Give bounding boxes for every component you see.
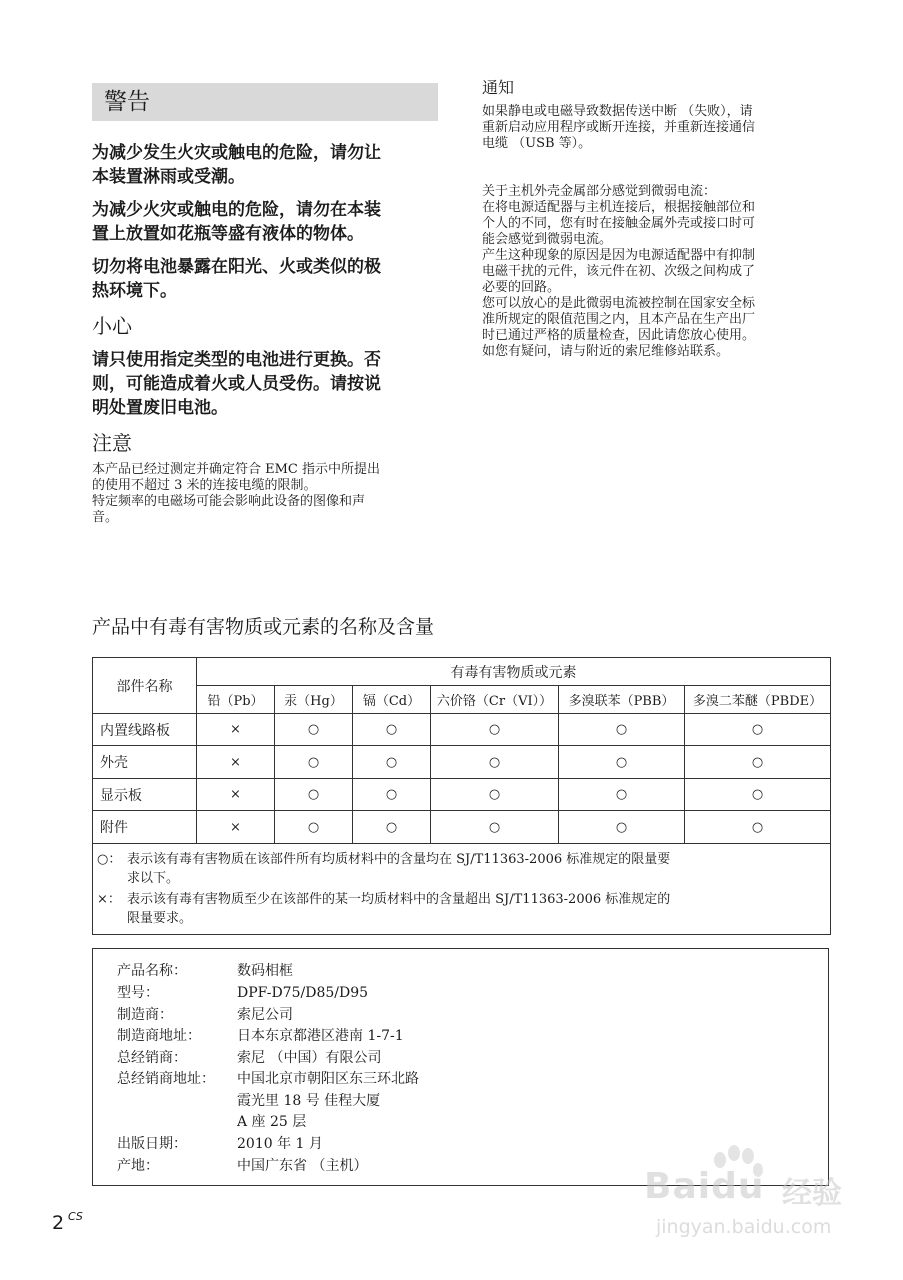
info-label: 制造商： (117, 1007, 173, 1023)
info-value: 2010 年 1 月 (237, 1136, 323, 1152)
text-line: 关于主机外壳金属部分感觉到微弱电流： (482, 184, 717, 199)
table-cell: ○ (353, 714, 431, 746)
table-cell: ○ (431, 811, 559, 844)
warning-paragraph-3 (92, 255, 437, 303)
table-row (93, 811, 831, 844)
info-label: 产地： (117, 1158, 159, 1174)
table-cell: ○ (275, 746, 353, 779)
column-header: 多溴联苯（PBB） (559, 686, 685, 714)
table-cell: ○ (275, 811, 353, 844)
column-header: 镉（Cd） (353, 686, 431, 714)
info-row-distributor (117, 1047, 381, 1069)
warning-paragraph-2 (92, 198, 437, 246)
warning-title: 警告 (104, 89, 150, 115)
table-row (93, 779, 831, 811)
tongzhi-title: 通知 (482, 78, 515, 97)
row-part-name: 附件 (93, 811, 197, 844)
text-line: 则，可能造成着火或人员受伤。请按说 (92, 374, 381, 394)
table-cell: ○ (559, 779, 685, 811)
static-notice-paragraph (482, 104, 827, 152)
table-cell: ○ (275, 714, 353, 746)
info-row-origin (117, 1155, 367, 1177)
table-cell: ○ (685, 811, 831, 844)
legend-circle-text (127, 850, 826, 888)
text-line: 特定频率的电磁场可能会影响此设备的图像和声 (92, 494, 366, 509)
baidu-watermark (636, 1138, 876, 1248)
table-cell: ○ (685, 779, 831, 811)
watermark-brand: Baidu (644, 1166, 765, 1207)
text-line: 如您有疑问，请与附近的索尼维修站联系。 (482, 344, 730, 359)
info-row-publish-date (117, 1133, 323, 1155)
hazard-table-title: 产品中有毒有害物质或元素的名称及含量 (92, 616, 435, 638)
text-line: 个人的不同，您有时在接触金属外壳或接口时可 (482, 216, 756, 231)
table-row (93, 714, 831, 746)
text-line: 热环境下。 (92, 281, 177, 301)
info-row-distributor-address-3 (117, 1111, 306, 1133)
text-line: 电磁干扰的元件，该元件在初、次级之间构成了 (482, 264, 756, 279)
text-line: 必要的回路。 (482, 280, 561, 295)
table-cell: ○ (353, 779, 431, 811)
text-line: 置上放置如花瓶等盛有液体的物体。 (92, 224, 364, 244)
text-line: 产生这种现象的原因是因为电源适配器中有抑制 (482, 248, 756, 263)
text-line: 本产品已经过测定并确定符合 EMC 指示中所提出 (92, 462, 381, 477)
table-cell: ○ (353, 746, 431, 779)
info-value: 中国北京市朝阳区东三环北路 (237, 1071, 419, 1087)
text-line: 请只使用指定类型的电池进行更换。否 (92, 350, 381, 370)
text-line: 时已通过严格的质量检查，因此请您放心使用。 (482, 328, 756, 343)
circle-symbol: ○： (97, 852, 122, 867)
legend-cross-text (127, 890, 826, 928)
table-cell: ○ (431, 779, 559, 811)
column-header: 六价铬（Cr（VI）） (431, 686, 559, 714)
cross-symbol: ×： (97, 892, 121, 907)
info-row-maker (117, 1004, 293, 1026)
hazard-substance-table (92, 657, 831, 935)
info-row-distributor-address (117, 1068, 419, 1090)
text-line: 重新启动应用程序或断开连接，并重新连接通信 (482, 120, 756, 135)
info-value: DPF-D75/D85/D95 (237, 985, 369, 1001)
table-cell: × (197, 746, 275, 779)
table-cell: ○ (353, 811, 431, 844)
info-value: 中国广东省 （主机） (237, 1158, 368, 1174)
info-value: 数码相框 (237, 963, 293, 979)
text-line: 明处置废旧电池。 (92, 398, 228, 418)
text-line: 音。 (92, 510, 119, 525)
table-cell: × (197, 811, 275, 844)
row-part-name: 内置线路板 (93, 714, 197, 746)
text-line: 电缆 （USB 等）。 (482, 136, 592, 151)
watermark-url: jingyan.baidu.com (656, 1216, 832, 1238)
text-line: 的使用不超过 3 米的连接电缆的限制。 (92, 478, 317, 493)
column-header: 多溴二苯醚（PBDE） (685, 686, 831, 714)
info-row-distributor-address-2 (117, 1090, 380, 1112)
current-notice-paragraph (482, 184, 827, 360)
caution-title: 小心 (92, 314, 132, 338)
text-line: 表示该有毒有害物质在该部件所有均质材料中的含量均在 SJ/T11363-2006 标准规定的限量要 (127, 852, 671, 867)
text-line: 您可以放心的是此微弱电流被控制在国家安全标 (482, 296, 756, 311)
table-cell: ○ (431, 746, 559, 779)
info-label: 总经销商地址： (117, 1071, 215, 1087)
text-line: 本装置淋雨或受潮。 (92, 167, 245, 187)
info-value: A 座 25 层 (237, 1114, 307, 1130)
table-cell: ○ (685, 714, 831, 746)
text-line: 求以下。 (127, 871, 180, 886)
legend-cross (97, 890, 826, 928)
part-name-header: 部件名称 (93, 658, 197, 714)
table-legend (93, 844, 831, 935)
text-line: 能会感觉到微弱电流。 (482, 232, 613, 247)
info-value: 索尼公司 (237, 1007, 293, 1023)
info-value: 索尼 （中国）有限公司 (237, 1050, 382, 1066)
table-cell: ○ (685, 746, 831, 779)
page-suffix: CS (68, 1210, 83, 1223)
table-cell: ○ (559, 746, 685, 779)
info-label: 总经销商： (117, 1050, 187, 1066)
notice-paragraph (92, 462, 442, 526)
notice-title: 注意 (92, 431, 132, 455)
info-row-model (117, 982, 368, 1004)
info-label: 产品名称： (117, 963, 187, 979)
info-row-maker-address (117, 1025, 404, 1047)
text-line: 在将电源适配器与主机连接后，根据接触部位和 (482, 200, 756, 215)
caution-paragraph (92, 348, 437, 420)
table-cell: × (197, 779, 275, 811)
text-line: 表示该有毒有害物质至少在该部件的某一均质材料中的含量超出 SJ/T11363-2006 标准规定的 (127, 892, 671, 907)
table-cell: ○ (559, 714, 685, 746)
row-part-name: 显示板 (93, 779, 197, 811)
substance-group-header: 有毒有害物质或元素 (197, 658, 831, 686)
column-header: 铅（Pb） (197, 686, 275, 714)
table-row (93, 746, 831, 779)
watermark-brand-cn: 经验 (782, 1176, 842, 1211)
info-label: 制造商地址： (117, 1028, 201, 1044)
text-line: 切勿将电池暴露在阳光、火或类似的极 (92, 257, 381, 277)
text-line: 为减少火灾或触电的危险，请勿在本装 (92, 200, 381, 220)
row-part-name: 外壳 (93, 746, 197, 779)
info-value: 霞光里 18 号 佳程大厦 (237, 1093, 381, 1109)
text-line: 准所规定的限值范围之内，且本产品在生产出厂 (482, 312, 756, 327)
info-value: 日本东京都港区港南 1-7-1 (237, 1028, 404, 1044)
table-cell: ○ (275, 779, 353, 811)
info-label: 出版日期： (117, 1136, 187, 1152)
info-label: 型号： (117, 985, 159, 1001)
info-row-product (117, 960, 293, 982)
warning-heading-box (92, 83, 438, 121)
legend-circle (97, 850, 826, 888)
table-cell: ○ (559, 811, 685, 844)
warning-paragraph-1 (92, 141, 437, 189)
text-line: 为减少发生火灾或触电的危险，请勿让 (92, 143, 381, 163)
page-number: 2 (52, 1212, 65, 1234)
text-line: 限量要求。 (127, 911, 193, 926)
column-header: 汞（Hg） (275, 686, 353, 714)
text-line: 如果静电或电磁导致数据传送中断 （失败），请 (482, 104, 753, 119)
table-cell: ○ (431, 714, 559, 746)
table-cell: × (197, 714, 275, 746)
